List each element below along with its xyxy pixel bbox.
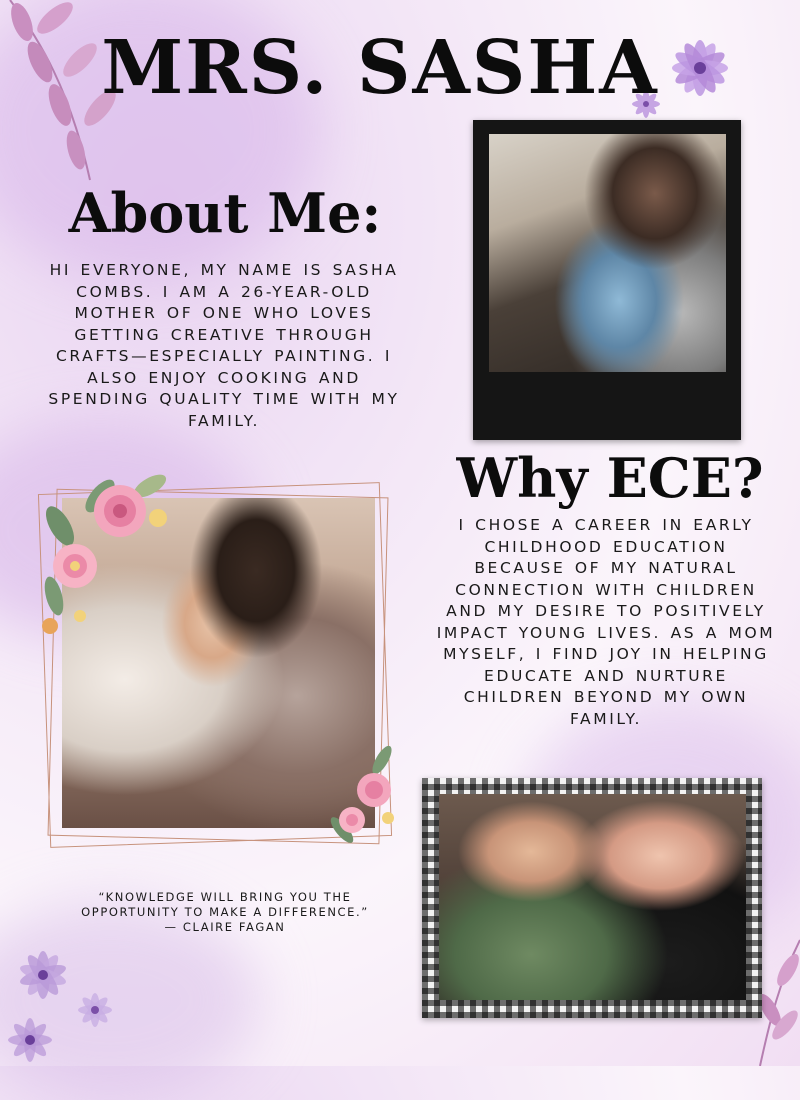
photo-image <box>489 134 726 372</box>
quote-block <box>70 890 380 935</box>
purple-flower-icon <box>660 28 740 108</box>
purple-flower-icon <box>8 940 78 1010</box>
about-text: HI EVERYONE, MY NAME IS SASHA COMBS. I AM A 26-YEAR-OLD MOTHER OF ONE WHO LOVES GETTING CREATIVE THROUGH CRAFTS—ESPECIALLY PAINTING. I ALSO ENJOY COOKING AND SPENDING QUALITY TIME WITH MY FAMILY. <box>48 261 400 430</box>
page-title: MRS. SASHA <box>101 25 659 111</box>
about-heading: About Me: <box>68 181 382 245</box>
photo-couple-selfie <box>422 778 762 1018</box>
why-ece-heading: Why ECE? <box>456 446 764 510</box>
quote-author: — CLAIRE FAGAN <box>164 920 286 934</box>
quote-text: “KNOWLEDGE WILL BRING YOU THE OPPORTUNITY TO MAKE A DIFFERENCE.” <box>81 890 369 919</box>
purple-flower-icon <box>70 985 120 1035</box>
why-ece-text: I CHOSE A CAREER IN EARLY CHILDHOOD EDUCATION BECAUSE OF MY NATURAL CONNECTION WITH CHILDREN AND MY DESIRE TO POSITIVELY IMPACT YOUNG LIVES. AS A MOM MYSELF, I FIND JOY IN HELPING EDUCATE AND NURTURE CHILDREN BEYOND MY OWN FAMILY. <box>436 516 776 728</box>
pink-rose-bouquet-icon <box>30 466 180 656</box>
photo-image <box>439 794 746 1000</box>
photo-mother-with-baby <box>473 120 741 440</box>
pink-rose-bouquet-icon <box>322 740 402 850</box>
purple-flower-icon <box>0 1010 60 1066</box>
